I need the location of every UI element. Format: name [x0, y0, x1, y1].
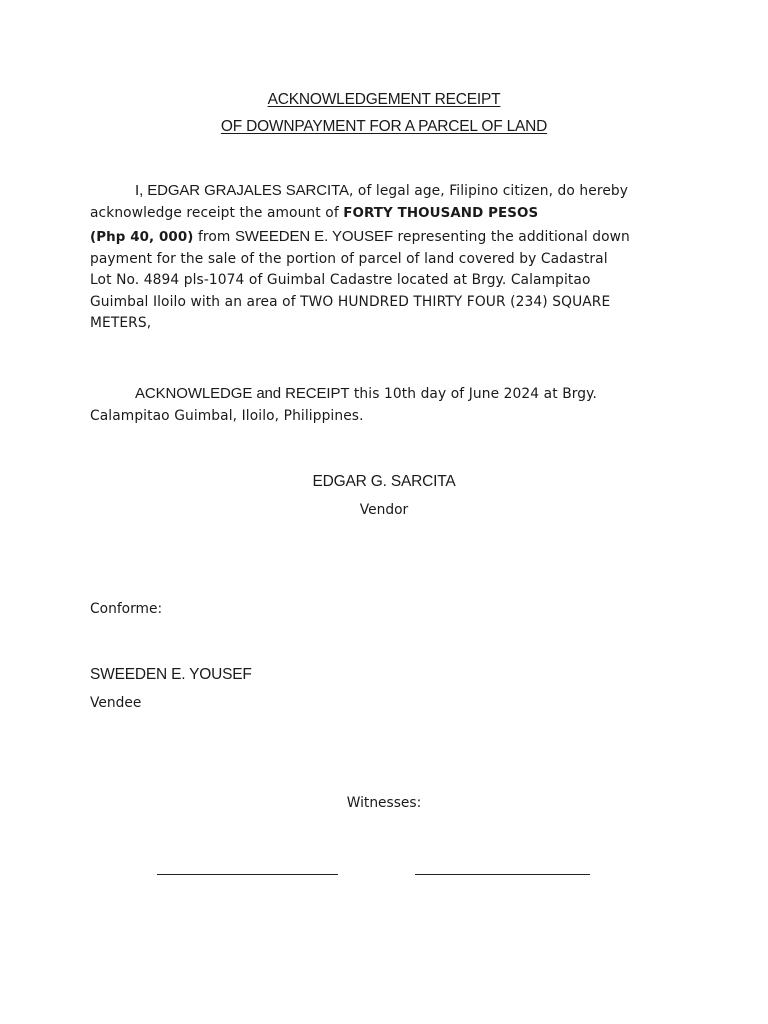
document-title: ACKNOWLEDGEMENT RECEIPT	[267, 91, 501, 108]
paragraph-line: Calampitao Guimbal, Iloilo, Philippines.	[90, 407, 364, 424]
paragraph-line: Lot No. 4894 pls-1074 of Guimbal Cadastre located at Brgy. Calampitao	[90, 272, 591, 288]
paragraph-line	[90, 180, 690, 203]
paragraph-text: acknowledge receipt the amount of	[90, 204, 344, 221]
witness-signature-line	[415, 874, 590, 875]
amount-figure: (Php 40, 000)	[90, 230, 194, 245]
document-subtitle: OF DOWNPAYMENT FOR A PARCEL OF LAND	[220, 118, 548, 135]
paragraph-line	[90, 383, 690, 406]
receipt-paragraph	[90, 180, 690, 335]
paragraph-line	[90, 203, 690, 225]
paragraph-text: representing the additional down	[393, 229, 630, 245]
paragraph-line: Guimbal Iloilo with an area of TWO HUNDRED THIRTY FOUR (234) SQUARE	[90, 293, 611, 310]
vendee-name-inline: SWEEDEN E. YOUSEF	[234, 228, 394, 245]
vendor-role: Vendor	[359, 502, 409, 518]
vendor-full-name: I, EDGAR GRAJALES SARCITA	[135, 182, 349, 199]
paragraph-line	[90, 226, 690, 249]
amount-in-words: FORTY THOUSAND PESOS	[343, 205, 539, 221]
paragraph-text: this 10th day of June 2024 at Brgy.	[349, 386, 597, 402]
paragraph-text: from	[193, 229, 235, 245]
paragraph-line: METERS,	[90, 315, 152, 331]
paragraph-line: payment for the sale of the portion of parcel of land covered by Cadastral	[90, 250, 608, 267]
vendee-name: SWEEDEN E. YOUSEF	[90, 666, 252, 683]
conforme-label: Conforme:	[90, 601, 163, 617]
acknowledge-lead: ACKNOWLEDGE and RECEIPT	[135, 385, 350, 402]
acknowledge-paragraph	[90, 383, 690, 427]
paragraph-text: , of legal age, Filipino citizen, do hereby	[348, 183, 629, 199]
witnesses-label: Witnesses:	[346, 795, 422, 811]
vendor-name: EDGAR G. SARCITA	[312, 473, 456, 490]
vendee-role: Vendee	[90, 695, 142, 711]
witness-signature-line	[157, 874, 338, 875]
